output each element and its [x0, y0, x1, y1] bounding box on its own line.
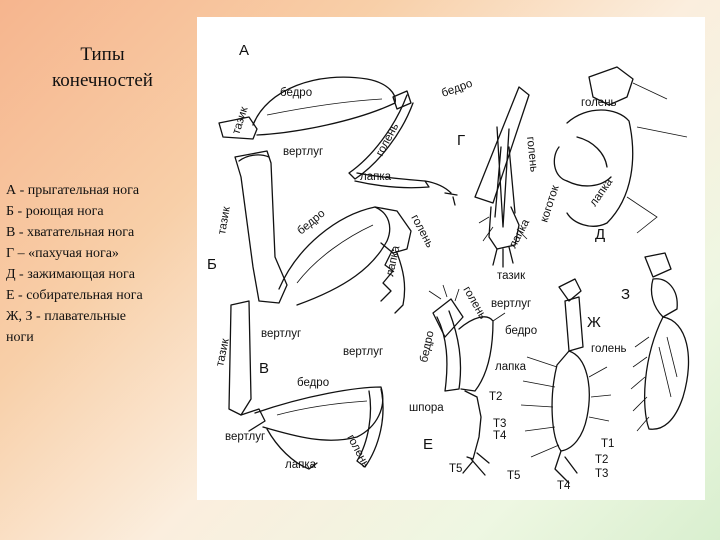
- label-v-vertlug: вертлуг: [225, 431, 266, 443]
- leg-zh-drawing: [521, 279, 611, 483]
- label-zh-t1: Т1: [601, 438, 615, 450]
- label-a-tazik: тазик: [230, 105, 251, 136]
- legend-item: ноги: [6, 330, 34, 345]
- label-e-golen: голень: [460, 284, 489, 322]
- caption-zh: Ж: [587, 314, 601, 331]
- caption-a: А: [239, 42, 250, 59]
- label-g-pahuchka: голень: [524, 136, 540, 173]
- label-e-t5b: Т5: [507, 470, 521, 482]
- legend-item: Ж, З - плавательные: [6, 309, 127, 324]
- leg-a-drawing: [219, 77, 457, 205]
- label-v-lapka: лапка: [285, 459, 317, 471]
- label-zh-tazik: тазик: [497, 270, 526, 282]
- label-e-bedro: бедро: [418, 329, 437, 364]
- label-a-bedro: бедро: [280, 87, 313, 99]
- label-e-t4: Т4: [493, 430, 507, 442]
- label-b-vertlug: вертлуг: [261, 328, 302, 340]
- label-b-lapka: лапка: [384, 244, 403, 278]
- legend-item: Д - зажимающая нога: [6, 267, 135, 282]
- label-e-vertlug: вертлуг: [343, 346, 384, 358]
- leg-d-drawing: [554, 67, 687, 233]
- slide-title: Типы конечностей: [52, 44, 153, 91]
- label-d-golen: голень: [581, 97, 617, 109]
- label-zh-golen: голень: [591, 343, 627, 355]
- label-g-lapka: лапка: [507, 217, 533, 251]
- label-zh-t4: Т4: [557, 480, 571, 492]
- label-b-golen: голень: [408, 212, 436, 250]
- leg-diagram: [197, 17, 705, 500]
- caption-b: Б: [207, 256, 217, 273]
- leg-e-drawing: [429, 285, 505, 475]
- label-e-lapka: лапка: [495, 361, 527, 373]
- label-g-bedro: бедро: [439, 77, 475, 100]
- label-zh-t2: Т2: [595, 454, 609, 466]
- label-e-t5: Т5: [449, 463, 463, 475]
- label-e-t2: Т2: [489, 391, 503, 403]
- legend-item: Г – «пахучая нога»: [6, 246, 119, 261]
- label-a-golen: голень: [374, 121, 402, 159]
- caption-g: Г: [457, 132, 466, 149]
- caption-e: Е: [423, 436, 434, 453]
- legend-item: А - прыгательная нога: [6, 183, 140, 198]
- label-a-vertlug: вертлуг: [283, 146, 324, 158]
- label-zh-t3: Т3: [595, 468, 609, 480]
- label-zh-vertlug: вертлуг: [491, 298, 532, 310]
- label-v-golen: голень: [344, 432, 372, 470]
- legend-item: В - хватательная нога: [6, 225, 135, 240]
- leg-types-figure: [197, 17, 705, 500]
- caption-z: З: [621, 286, 631, 303]
- caption-v: В: [259, 360, 270, 377]
- legend-item: Б - роющая нога: [6, 204, 104, 219]
- label-b-tazik: тазик: [216, 205, 233, 236]
- legend-item: Е - собирательная нога: [6, 288, 143, 303]
- label-v-tazik: тазик: [214, 337, 232, 368]
- label-d-lapka: лапка: [587, 176, 616, 209]
- label-b-bedro: бедро: [295, 207, 328, 238]
- label-v-bedro: бедро: [297, 377, 330, 389]
- leg-z-drawing: [631, 253, 689, 431]
- legend-list: [6, 180, 201, 348]
- label-d-kogotok: коготок: [538, 183, 562, 224]
- label-e-t3: Т3: [493, 418, 507, 430]
- label-zh-bedro: бедро: [505, 325, 538, 337]
- label-e-shpora: шпора: [409, 402, 444, 414]
- caption-d: Д: [595, 226, 606, 243]
- label-a-lapka: лапка: [360, 171, 392, 183]
